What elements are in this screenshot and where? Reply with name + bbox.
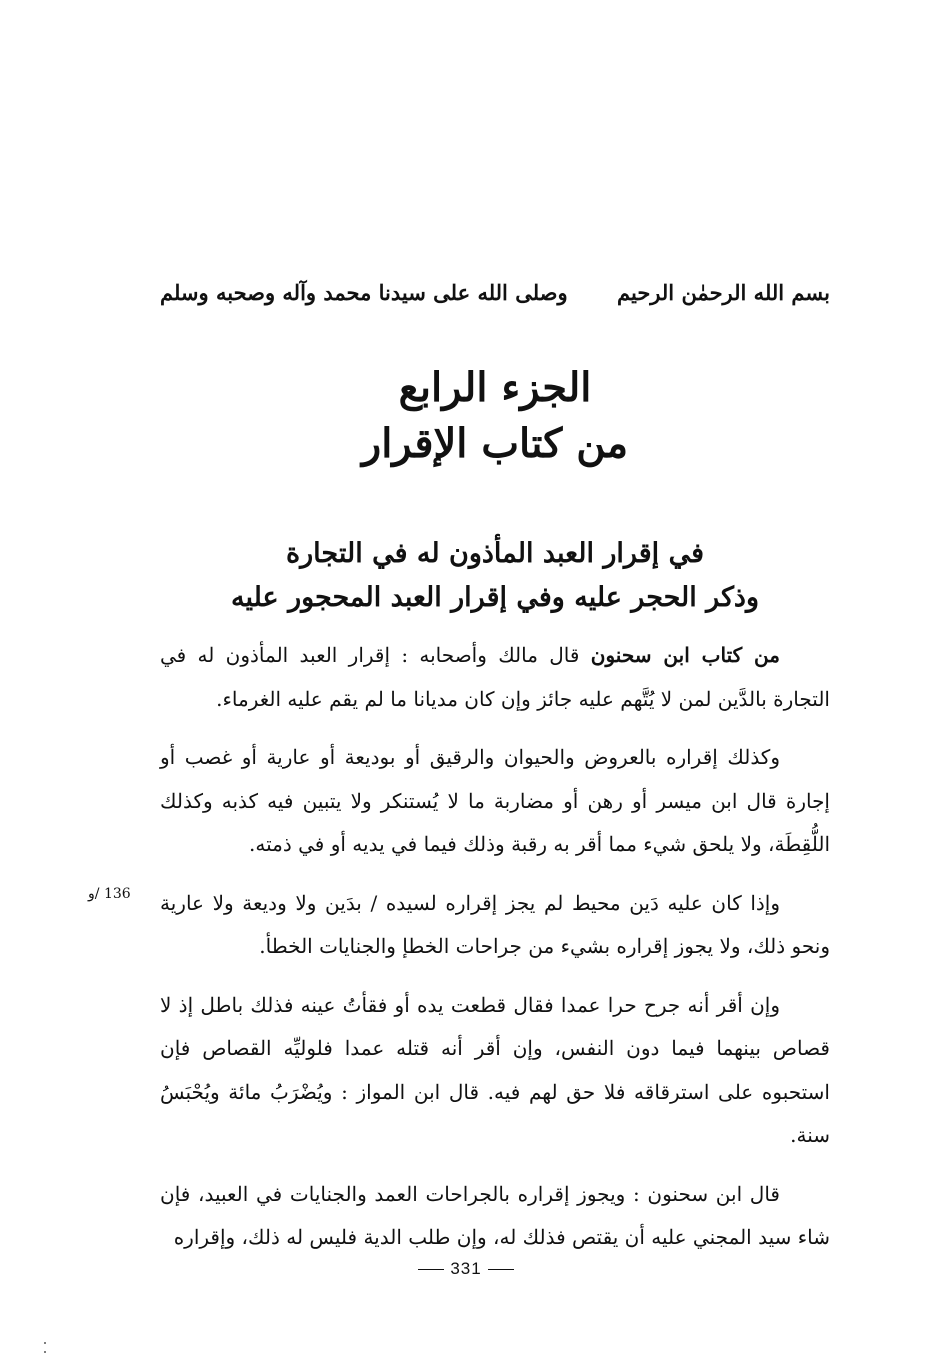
manuscript-folio-note: 136 /و xyxy=(88,886,131,902)
body-text xyxy=(160,634,830,1275)
volume-title-line-1: الجزء الرابع xyxy=(398,364,592,411)
scan-speck xyxy=(44,1342,46,1344)
salawat: وصلى الله على سيدنا محمد وآله وصحبه وسلم xyxy=(160,280,568,305)
page-number-dash-left xyxy=(418,1269,444,1270)
paragraph-2 xyxy=(160,736,830,867)
scan-speck xyxy=(44,1351,46,1353)
source-citation: من كتاب ابن سحنون xyxy=(590,643,780,667)
paragraph-1-text: قال مالك وأصحابه : إقرار العبد المأذون له في التجارة بالدَّين لمن لا يُتَّهم عليه جائز وإن كان مديانا ما لم يقم عليه الغرماء. xyxy=(160,643,830,711)
paragraph-4-text: وإن أقر أنه جرح حرا عمدا فقال قطعت يده أو فقأتُ عينه فذلك باطل إذ لا قصاص بينهما فيما دون النفس، وإن أقر أنه قتله عمدا فلوليِّه القصاص فإن استحبوه على استرقاقه فلا حق لهم فيه. قال ابن المواز : ويُضْرَبُ مائة ويُحْبَسُ سنة. xyxy=(160,992,830,1147)
section-heading-line-1: في إقرار العبد المأذون له في التجارة xyxy=(285,538,704,569)
page-number xyxy=(0,1259,932,1279)
paragraph-3 xyxy=(160,882,830,969)
paragraph-1 xyxy=(160,634,830,721)
volume-title-line-2: من كتاب الإقرار xyxy=(361,420,629,467)
section-heading-line-2: وذكر الحجر عليه وفي إقرار العبد المحجور عليه xyxy=(231,582,759,613)
paragraph-5-text: قال ابن سحنون : ويجوز إقراره بالجراحات العمد والجنايات في العبيد، فإن شاء سيد المجني عليه أن يقتص فذلك له، وإن طلب الدية فليس له ذلك، وإقراره xyxy=(160,1181,830,1249)
volume-title xyxy=(160,360,830,472)
paragraph-3-text: وإذا كان عليه دَين محيط لم يجز إقراره لسيده / بدَين ولا وديعة ولا عارية ونحو ذلك، ولا يجوز إقراره بشيء من جراحات الخطإ والجنايات الخطأ. xyxy=(160,890,830,958)
paragraph-2-text: وكذلك إقراره بالعروض والحيوان والرقيق أو بوديعة أو عارية أو غصب أو إجارة قال ابن ميسر أو رهن أو مضاربة ما لا يُستنكر ولا يتبين فيه كذبه وكذلك اللُّقِطَة، ولا يلحق شيء مما أقر به رقبة وذلك فيما في يديه أو في ذمته. xyxy=(160,745,830,856)
paragraph-4 xyxy=(160,984,830,1158)
page-number-dash-right xyxy=(488,1269,514,1270)
page-number-value: 331 xyxy=(450,1259,482,1278)
basmala: بسم الله الرحمٰن الرحيم xyxy=(617,280,830,305)
section-heading xyxy=(160,532,830,620)
header-invocation xyxy=(160,280,830,316)
paragraph-5 xyxy=(160,1173,830,1260)
